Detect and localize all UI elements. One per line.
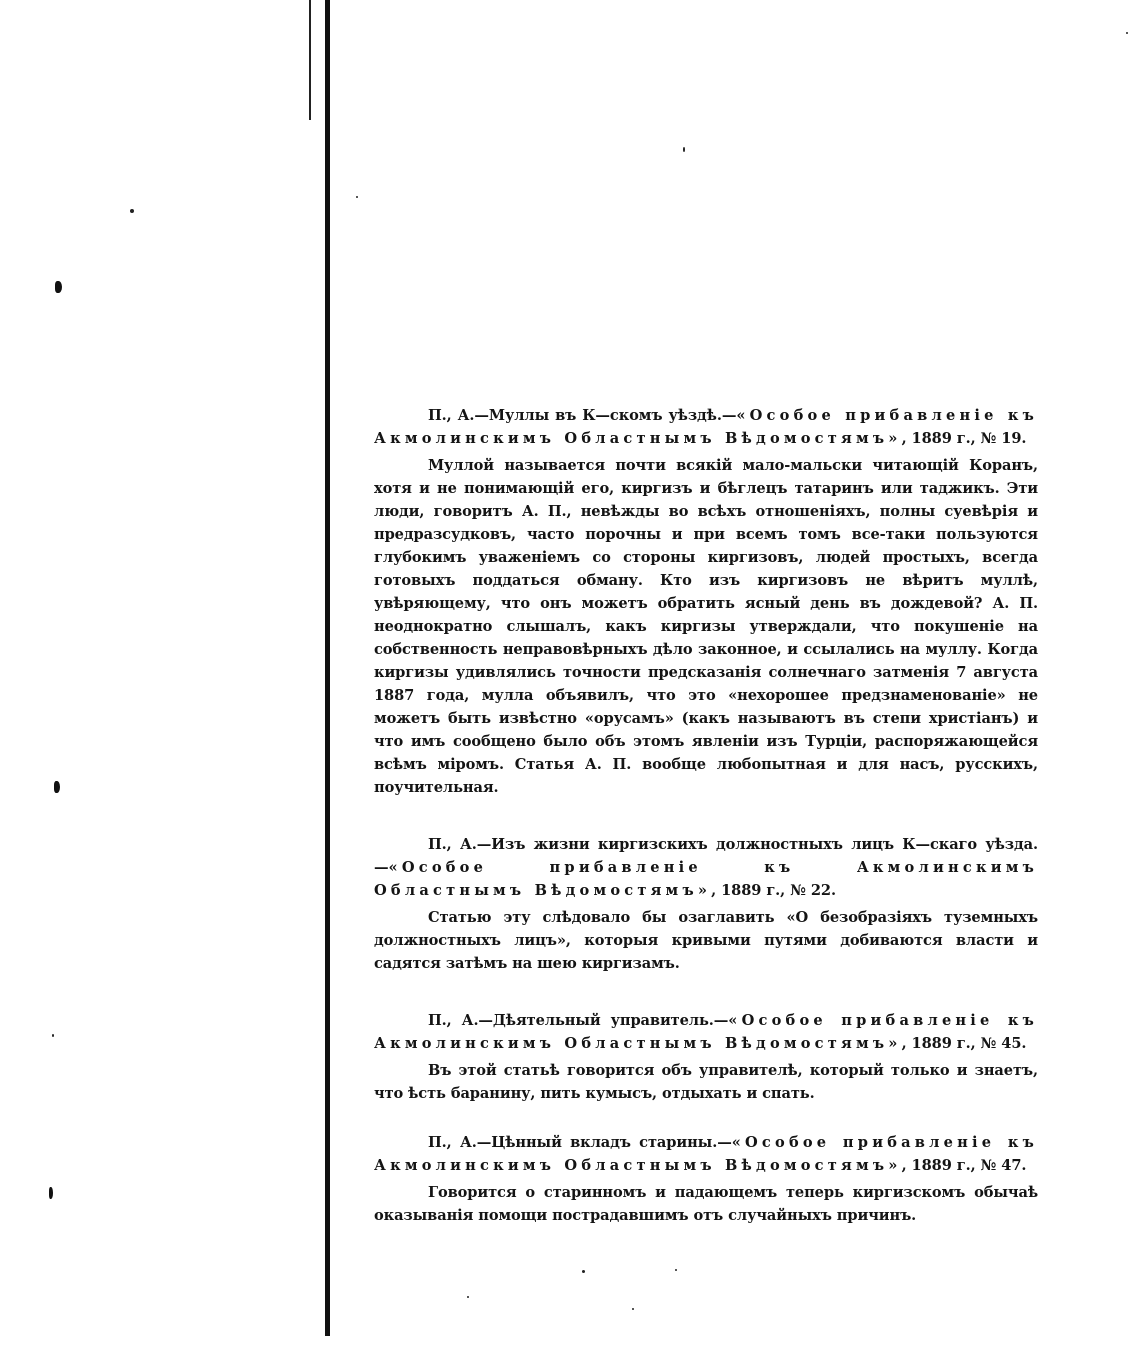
entry-heading-issue: , 1889 г., № 47. xyxy=(901,1157,1027,1174)
margin-mark xyxy=(54,781,60,793)
bibliography-column xyxy=(374,404,1038,1261)
scan-speck xyxy=(582,1270,585,1273)
entry-heading-issue: , 1889 г., № 19. xyxy=(901,430,1027,447)
scan-speck xyxy=(130,209,134,213)
bibliography-entry xyxy=(374,404,1038,799)
margin-mark xyxy=(55,281,62,293)
scan-speck xyxy=(632,1308,634,1310)
entry-body: Говорится о старинномъ и падающемъ теперь киргизскомъ обычаѣ оказыванія помощи пострадавшимъ отъ случайныхъ причинъ. xyxy=(374,1184,1038,1224)
entry-heading-intro: П., А.—Цѣнный вкладъ старины.— xyxy=(428,1134,732,1151)
entry-heading-issue: , 1889 г., № 22. xyxy=(711,882,836,899)
entry-body: Въ этой статьѣ говорится объ управителѣ, который только и знаетъ, что ѣсть баранину, пить кумысъ, отдыхать и спать. xyxy=(374,1062,1038,1102)
scan-speck xyxy=(356,196,358,198)
scan-speck xyxy=(1126,32,1128,34)
entry-heading xyxy=(374,404,1038,450)
entry-body: Муллой называется почти всякій мало-мальски читающій Коранъ, хотя и не понимающій его, киргизъ и бѣглецъ татаринъ или таджикъ. Эти люди, говоритъ А. П., невѣжды во всѣхъ отношеніяхъ, полны суевѣрія и предразсудковъ, часто порочны и при всемъ томъ все-таки пользуются глубокимъ уваженіемъ со стороны киргизовъ, людей простыхъ, всегда готовыхъ поддаться обману. Кто изъ киргизовъ не вѣритъ муллѣ, увѣряющему, что онъ можетъ обратить ясный день въ дождевой? А. П. неоднократно слышалъ, какъ киргизы утверждали, что покушеніе на собственность неправовѣрныхъ дѣло законное, и ссылались на муллу. Когда киргизы удивлялись точности предсказанія солнечнаго затменія 7 августа 1887 года, мулла объявилъ, что это «нехорошее предзнаменованіе» не можетъ быть извѣстно «орусамъ» (какъ называютъ въ степи христіанъ) и что имъ сообщено было объ этомъ явленіи изъ Турціи, распоряжающейся всѣмъ міромъ. Статья А. П. вообще любопытная и для насъ, русскихъ, поучительная. xyxy=(374,457,1038,796)
entry-heading-intro: П., А.—Муллы въ К—скомъ уѣздѣ.— xyxy=(428,407,737,424)
bibliography-entry xyxy=(374,833,1038,975)
entry-heading-intro: П., А.—Дѣятельный управитель.— xyxy=(428,1012,729,1029)
entry-heading-source: «Особое прибавленіе къ Акмолинскимъ Областнымъ Вѣдомостямъ» xyxy=(374,1134,1038,1174)
entry-heading-source: «Особое прибавленіе къ Акмолинскимъ Областнымъ Вѣдомостямъ» xyxy=(374,859,1038,899)
bibliography-entry xyxy=(374,1131,1038,1227)
entry-heading xyxy=(374,1009,1038,1055)
bibliography-entry xyxy=(374,1009,1038,1105)
entry-heading-issue: , 1889 г., № 45. xyxy=(901,1035,1027,1052)
entry-heading xyxy=(374,1131,1038,1177)
gutter-rule xyxy=(325,0,330,1336)
scan-speck xyxy=(675,1269,677,1271)
entry-heading-source: «Особое прибавленіе къ Акмолинскимъ Областнымъ Вѣдомостямъ» xyxy=(374,407,1038,447)
entry-heading-intro: П., А.—Изъ жизни киргизскихъ должностныхъ лицъ К—скаго уѣзда.— xyxy=(374,836,1038,876)
scan-speck xyxy=(467,1296,469,1298)
scan-speck xyxy=(683,147,685,152)
margin-mark xyxy=(49,1187,53,1199)
scan-speck xyxy=(52,1034,54,1037)
entry-heading xyxy=(374,833,1038,902)
gutter-rule-thin xyxy=(309,0,311,120)
entry-body: Статью эту слѣдовало бы озаглавить «О безобразіяхъ туземныхъ должностныхъ лицъ», которыя кривыми путями добиваются власти и садятся затѣмъ на шею киргизамъ. xyxy=(374,909,1038,972)
entry-heading-source: «Особое прибавленіе къ Акмолинскимъ Областнымъ Вѣдомостямъ» xyxy=(374,1012,1038,1052)
